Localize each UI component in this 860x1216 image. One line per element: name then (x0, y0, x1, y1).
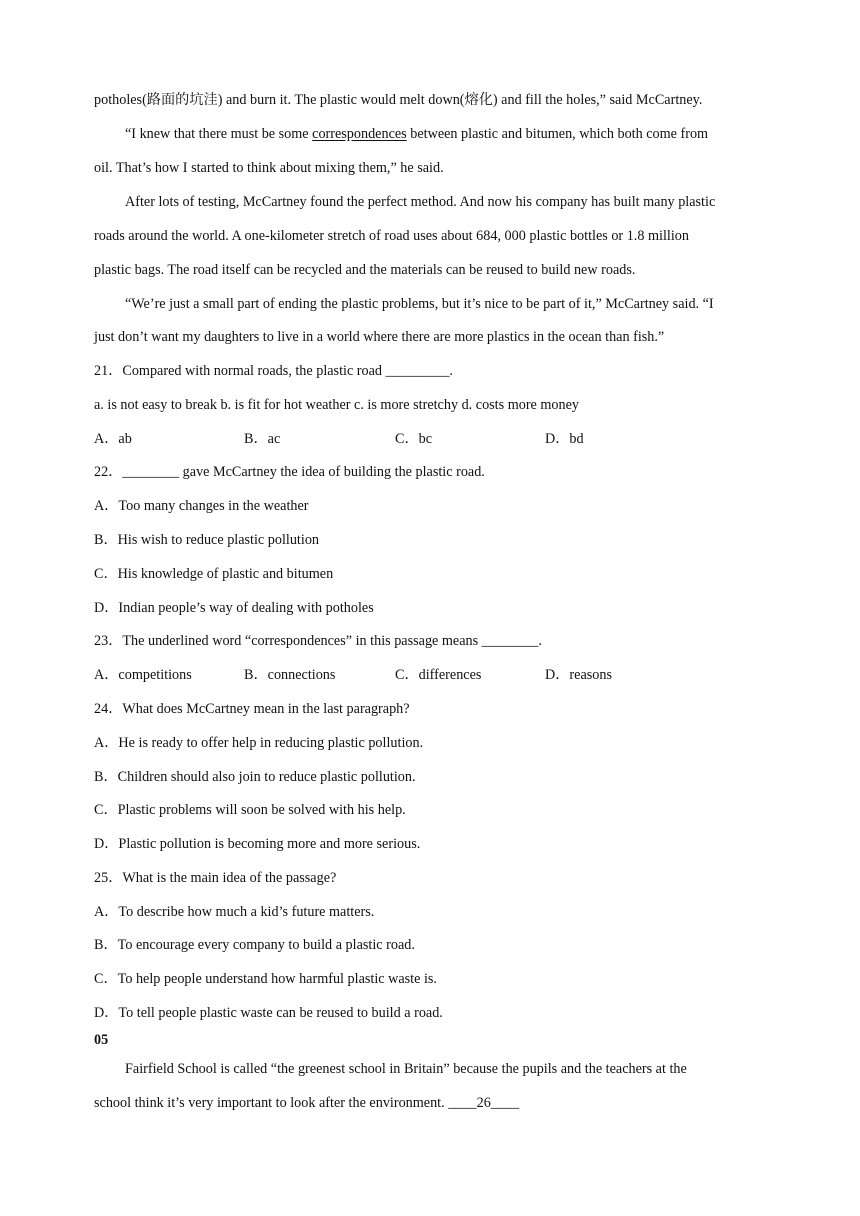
question-stem: 25．What is the main idea of the passage? (94, 870, 337, 886)
passage-text: school think it’s very important to look after the environment. (94, 1095, 449, 1111)
option-a: A．To describe how much a kid’s future matters. (94, 904, 375, 920)
question-stem: 22．________ gave McCartney the idea of building the plastic road. (94, 464, 485, 480)
option-c: C．differences (395, 667, 482, 683)
option-c: C．Plastic problems will soon be solved with his help. (94, 802, 406, 818)
passage-line: potholes(路面的坑洼) and burn it. The plastic would melt down(熔化) and fill the holes,” said McCartney. (94, 92, 703, 108)
passage-line: plastic bags. The road itself can be recycled and the materials can be reused to build new roads. (94, 262, 636, 278)
passage-line (125, 125, 708, 143)
passage-line (94, 1094, 519, 1112)
option-d: D．Indian people’s way of dealing with potholes (94, 600, 374, 616)
option-d: D．To tell people plastic waste can be reused to build a road. (94, 1005, 443, 1021)
question-stem: 21．Compared with normal roads, the plastic road _________. (94, 363, 453, 379)
question-stem: 24．What does McCartney mean in the last paragraph? (94, 701, 410, 717)
passage-line: just don’t want my daughters to live in a world where there are more plastics in the ocean than fish.” (94, 329, 665, 345)
option-b: B．Children should also join to reduce plastic pollution. (94, 769, 416, 785)
passage-line: roads around the world. A one-kilometer stretch of road uses about 684, 000 plastic bottles or 1.8 million (94, 228, 689, 244)
option-c: C．bc (395, 431, 433, 447)
underlined-word: correspondences (312, 126, 407, 142)
option-a: A．He is ready to offer help in reducing plastic pollution. (94, 735, 424, 751)
passage-line: “We’re just a small part of ending the plastic problems, but it’s nice to be part of it,” McCartney said. “I (125, 296, 714, 312)
option-c: C．To help people understand how harmful plastic waste is. (94, 971, 437, 987)
option-a: A．Too many changes in the weather (94, 498, 309, 514)
option-c: C．His knowledge of plastic and bitumen (94, 566, 334, 582)
option-d: D．Plastic pollution is becoming more and more serious. (94, 836, 421, 852)
option-b: B．To encourage every company to build a plastic road. (94, 937, 415, 953)
question-stem: 23．The underlined word “correspondences” in this passage means ________. (94, 633, 542, 649)
option-b: B．His wish to reduce plastic pollution (94, 532, 320, 548)
option-a: A．ab (94, 431, 132, 447)
question-items: a. is not easy to break b. is fit for hot weather c. is more stretchy d. costs more money (94, 397, 580, 413)
option-b: B．ac (244, 431, 281, 447)
option-d: D．reasons (545, 667, 612, 683)
blank-26: ____26____ (448, 1095, 520, 1111)
section-number: 05 (94, 1032, 109, 1048)
option-d: D．bd (545, 431, 584, 447)
passage-line: oil. That’s how I started to think about mixing them,” he said. (94, 160, 444, 176)
passage-line: After lots of testing, McCartney found the perfect method. And now his company has built many plastic (125, 194, 716, 210)
passage-text: “I knew that there must be some (125, 126, 313, 142)
option-a: A．competitions (94, 667, 192, 683)
passage-line: Fairfield School is called “the greenest school in Britain” because the pupils and the teachers at the (125, 1061, 687, 1077)
option-b: B．connections (244, 667, 336, 683)
passage-text: between plastic and bitumen, which both come from (406, 126, 709, 142)
